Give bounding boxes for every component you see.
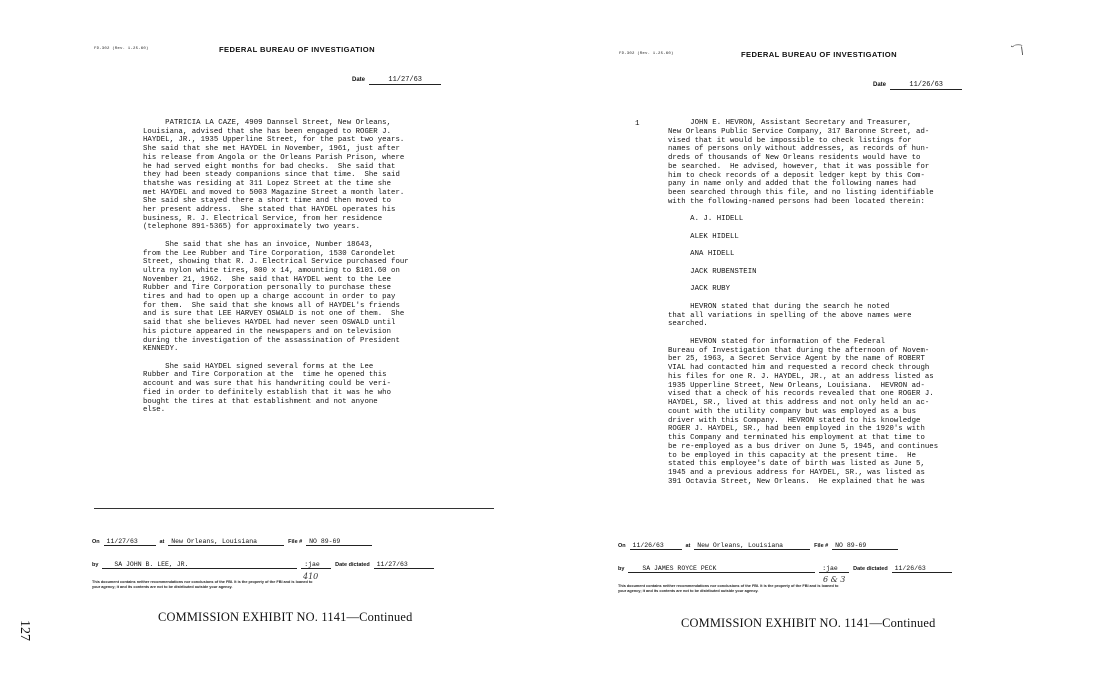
date-value: 11/27/63 [369,76,441,85]
footer-by-line [618,565,952,573]
report-date [352,76,441,85]
page-number: 127 [17,620,32,641]
on-date: 11/27/63 [104,538,156,546]
fine-print: This document contains neither recommendations nor conclusions of the FBI. It is the property of the FBI and is loaned to your agency; it and its contents are not to be distributed outside your agency. [618,584,839,593]
exhibit-caption: COMMISSION EXHIBIT NO. 1141—Continued [681,616,936,630]
footer-on-line [92,538,372,546]
location: New Orleans, Louisiana [694,542,810,550]
file-label: File # [288,539,303,545]
typist-initials: :jae [301,561,331,569]
report-body: JOHN E. HEVRON, Assistant Secretary and Treasurer, New Orleans Public Service Company, 317 Baronne Street, ad- vised that it would be impossible to check listings for names of persons only without addresses, as records of hun- dreds of thousands of New Orleans residents would have to be searched. He advised, however, that it was possible for him to check records of a deposit ledger kept by this Com- pany in name only and added that the following names had been searched through this file, and no listing identifiable with the following-named persons had been located therein: A. J. HIDELL ALEK HIDELL ANA HIDELL JACK RUBENSTEIN JACK RUBY HEVRON stated that during the search he noted that all variations in spelling of the above names were searched. HEVRON stated for information of the Federal Bureau of Investigation that during the afternoon of Novem- ber 25, 1963, a Secret Service Agent by the name of ROBERT VIAL had contacted him and requested a record check through his files for one R. J. HAYDEL, JR., at an address listed as 1935 Upperline Street, New Orleans, Louisiana. HEVRON ad- vised that a check of his records revealed that one ROGER J. HAYDEL, SR., lived at this address and not only held an ac- count with the utility company but was employed as a bus driver with this Company. HEVRON stated to his knowledge ROGER J. HAYDEL, SR., had been employed in the 1920's with this Company and terminated his employment at that time to be re-employed as a bus driver on June 5, 1945, and continues to be employed in this capacity at the present time. He stated this employee's date of birth was listed as June 5, 1945 and a previous address for HAYDEL, SR., was listed as 391 Octavia Street, New Orleans. He explained that he was [668,119,939,486]
margin-number: 1 [635,120,640,128]
exhibit-caption: COMMISSION EXHIBIT NO. 1141—Continued [158,610,413,624]
handwritten-note: 6 & 3 [823,575,846,584]
report-body: PATRICIA LA CAZE, 4909 Dannsel Street, New Orleans, Louisiana, advised that she has been engaged to ROGER J. HAYDEL, JR., 1935 Upperline Street, for the past two years. She said that she met HAYDEL in November, 1961, just after his release from Angola or the Orleans Parish Prison, where he had served eight months for bad checks. She said that they had been steady companions since that time. She said thatshe was residing at 311 Lopez Street at the time she met HAYDEL and moved to 5003 Magazine Street a month later. She said she stayed there a short time and then moved to her present address. She stated that HAYDEL operates his business, R. J. Electrical Service, from her residence (telephone 891-5365) for approximately two years. She said that she has an invoice, Number 18643, from the Lee Rubber and Tire Corporation, 1530 Carondelet Street, showing that R. J. Electrical Service purchased four ultra nylon white tires, 800 x 14, amounting to $101.60 on November 21, 1962. She said that HAYDEL went to the Lee Rubber and Tire Corporation personally to purchase these tires and had to open up a charge account in order to pay for them. She said that she knows all of HAYDEL's friends and is sure that LEE HARVEY OSWALD is not one of them. She said that she believes HAYDEL had never seen OSWALD until his picture appeared in the newspapers and on television during the investigation of the assassination of President KENNEDY. She said HAYDEL signed several forms at the Lee Rubber and Tire Corporation at the time he opened this account and was sure that his handwriting could be veri- fied in order to definitely establish that it was he who bought the tires at that establishment and not anyone else. [143,119,409,415]
by-label: by [618,566,625,572]
location: New Orleans, Louisiana [168,538,284,546]
form-number: FD-302 (Rev. 1-25-60) [619,52,674,56]
at-label: at [159,539,165,545]
on-label: On [618,543,626,549]
dictated-date: 11/27/63 [374,561,434,569]
dictated-label: Date dictated [853,566,888,572]
date-label: Date [352,77,366,83]
footer-on-line [618,542,898,550]
footer-divider [94,508,494,509]
date-value: 11/26/63 [890,81,962,90]
by-label: by [92,562,99,568]
date-label: Date [873,82,887,88]
at-label: at [685,543,691,549]
agent-name: SA JOHN B. LEE, JR. [102,561,297,569]
file-number: NO 89-69 [306,538,372,546]
dictated-date: 11/26/63 [892,565,952,573]
file-label: File # [814,543,829,549]
on-label: On [92,539,100,545]
report-date [873,81,962,90]
on-date: 11/26/63 [630,542,682,550]
form-number: FD-302 (Rev. 1-25-60) [94,47,149,51]
agency-heading: FEDERAL BUREAU OF INVESTIGATION [219,45,375,54]
footer-by-line [92,561,434,569]
agency-heading: FEDERAL BUREAU OF INVESTIGATION [741,50,897,59]
agent-name: SA JAMES ROYCE PECK [628,565,815,573]
fine-print: This document contains neither recommendations nor conclusions of the FBI. It is the property of the FBI and is loaned to your agency; it and its contents are not to be distributed outside your agency. [92,580,313,589]
handwritten-note: 410 [303,572,319,581]
dictated-label: Date dictated [335,562,370,568]
right-report-page [547,0,1094,691]
file-number: NO 89-69 [832,542,898,550]
typist-initials: :jae [819,565,849,573]
corner-mark: ˘ ͡ \ [1009,46,1024,57]
